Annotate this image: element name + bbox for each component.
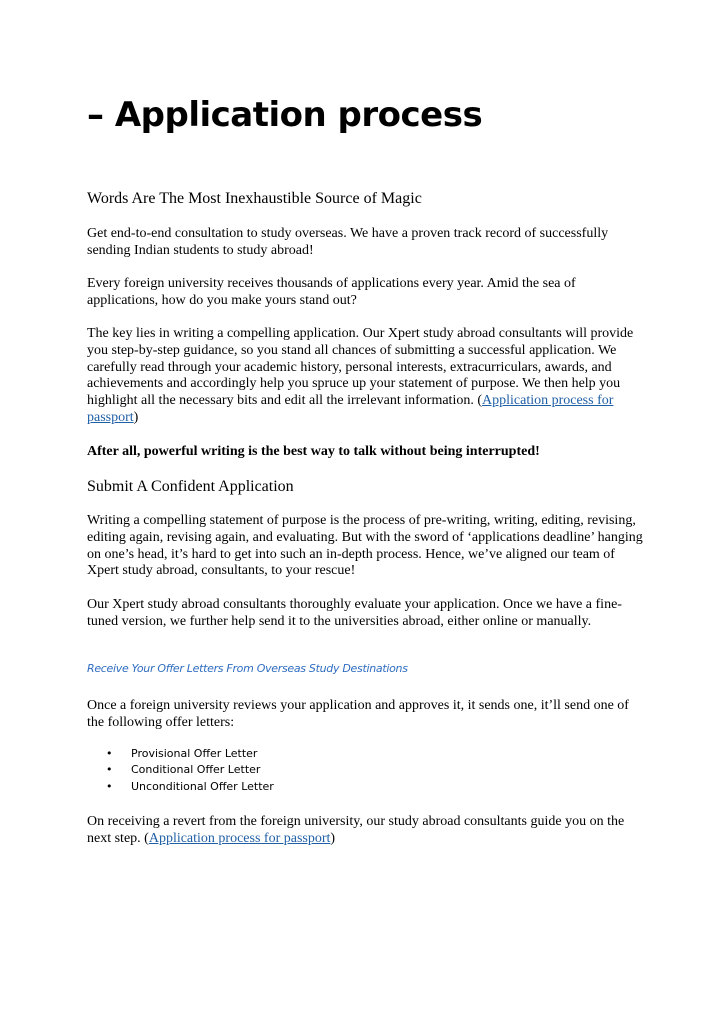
paragraph-next-step-text: On receiving a revert from the foreign university, our study abroad consultants guide you on the next step. ( bbox=[87, 814, 625, 846]
paragraph-stand-out: Every foreign university receives thousands of applications every year. Amid the sea of applications, how do you make yours stand out? bbox=[87, 276, 576, 308]
list-item-label: Provisional Offer Letter bbox=[131, 747, 258, 760]
paragraph-key-lies bbox=[87, 326, 643, 427]
section-heading-offer-letters: Receive Your Offer Letters From Overseas Study Destinations bbox=[87, 662, 408, 675]
paragraph-consultation: Get end-to-end consultation to study overseas. We have a proven track record of successfully sending Indian students to study abroad! bbox=[87, 226, 609, 258]
paragraph-next-step bbox=[87, 814, 643, 848]
list-item bbox=[87, 762, 274, 778]
list-item-label: Unconditional Offer Letter bbox=[131, 779, 274, 793]
bullet-icon: • bbox=[106, 779, 113, 793]
bullet-icon: • bbox=[106, 747, 113, 760]
paragraph-evaluate-application: Our Xpert study abroad consultants thoroughly evaluate your application. Once we have a fine-tuned version, we further help send it to the universities abroad, either online or manually. bbox=[87, 597, 622, 629]
paragraph-next-step-close: ) bbox=[330, 830, 336, 846]
paragraph-university-review: Once a foreign university reviews your application and approves it, it sends one, it’ll send one of the following offer letters: bbox=[87, 698, 629, 730]
section-heading-magic: Words Are The Most Inexhaustible Source of Magic bbox=[87, 190, 422, 207]
application-process-link[interactable]: Application process for passport bbox=[148, 830, 331, 846]
bold-quote: After all, powerful writing is the best way to talk without being interrupted! bbox=[87, 444, 540, 459]
list-item bbox=[87, 746, 274, 762]
page-title: – Application process bbox=[87, 95, 483, 135]
section-heading-submit: Submit A Confident Application bbox=[87, 478, 294, 495]
bullet-icon: • bbox=[106, 763, 113, 777]
paragraph-key-lies-text: The key lies in writing a compelling application. Our Xpert study abroad consultants will provide you step-by-step guidance, so you stand all chances of submitting a successful application. We carefully read through your academic history, personal interests, extracurriculars, awards, and achievements and accordingly help you spruce up your statement of purpose. We then help you highlight all the necessary bits and edit all the irrelevant information. ( bbox=[87, 326, 634, 409]
list-item bbox=[87, 779, 274, 795]
paragraph-statement-of-purpose: Writing a compelling statement of purpose is the process of pre-writing, writing, editing, revising, editing again, revising again, and evaluating. But with the sword of ‘applications deadline’ hanging on one’s head, it’s hard to get into such an in-depth process. Hence, we’ve aligned our team of Xpert study abroad, consultants, to your rescue! bbox=[87, 513, 643, 579]
offer-letter-list bbox=[87, 746, 274, 795]
application-process-link[interactable]: Application process for passport bbox=[87, 393, 614, 425]
paragraph-key-lies-close: ) bbox=[133, 409, 139, 425]
list-item-label: Conditional Offer Letter bbox=[131, 763, 261, 777]
